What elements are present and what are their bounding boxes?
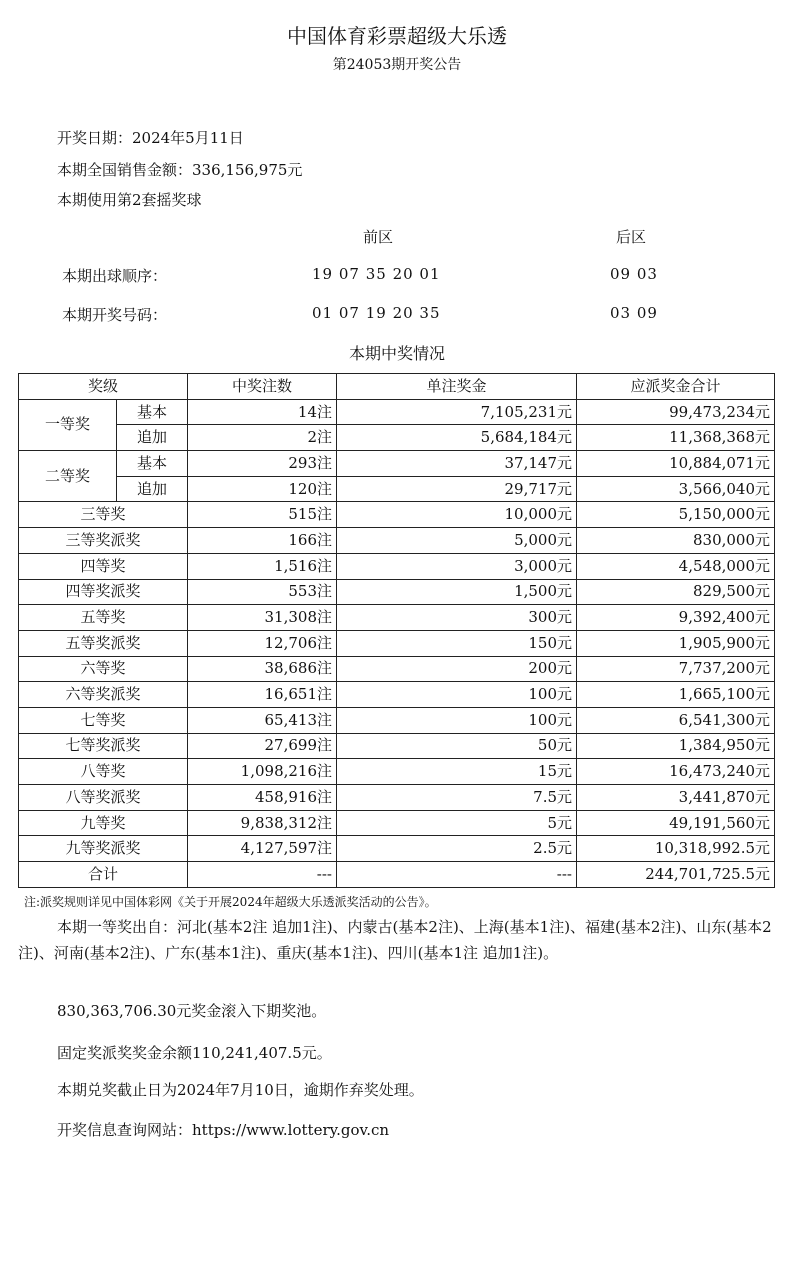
count-cell: 38,686注 (188, 656, 337, 682)
table-row (19, 836, 775, 862)
sales-amount: 本期全国销售金额：336,156,975元 (57, 161, 303, 179)
prize-cell: 7,105,231元 (337, 399, 577, 425)
table-row (19, 682, 775, 708)
prize-cell: 5,684,184元 (337, 425, 577, 451)
draw-issue-subtitle: 第24053期开奖公告 (332, 57, 462, 73)
level-cell: 六等奖派奖 (19, 682, 188, 708)
total-cell: 1,665,100元 (577, 682, 775, 708)
first-prize-label: 一等奖 (19, 399, 117, 450)
total-cell: 16,473,240元 (577, 759, 775, 785)
count-cell: 458,916注 (188, 785, 337, 811)
header-level: 奖级 (19, 374, 188, 400)
count-cell: 4,127,597注 (188, 836, 337, 862)
total-cell: 3,441,870元 (577, 785, 775, 811)
table-row (19, 656, 775, 682)
level-cell: 九等奖 (19, 810, 188, 836)
count-cell: 2注 (188, 425, 337, 451)
count-cell: --- (188, 862, 337, 888)
total-cell: 7,737,200元 (577, 656, 775, 682)
table-row (19, 785, 775, 811)
count-cell: 293注 (188, 451, 337, 477)
total-cell: 10,884,071元 (577, 451, 775, 477)
table-row (19, 733, 775, 759)
count-cell: 515注 (188, 502, 337, 528)
prize-cell: 100元 (337, 682, 577, 708)
sub-label: 基本 (117, 451, 188, 477)
rollover-text: 830,363,706.30元奖金滚入下期奖池。 (57, 1002, 327, 1020)
page-title: 中国体育彩票超级大乐透 (287, 24, 507, 48)
prize-table (18, 373, 775, 888)
count-cell: 120注 (188, 476, 337, 502)
total-cell: 11,368,368元 (577, 425, 775, 451)
sub-label: 基本 (117, 399, 188, 425)
level-cell: 四等奖派奖 (19, 579, 188, 605)
level-cell: 四等奖 (19, 553, 188, 579)
deadline-text: 本期兑奖截止日为2024年7月10日，逾期作弃奖处理。 (57, 1081, 424, 1099)
table-row (19, 553, 775, 579)
order-front-numbers: 19 07 35 20 01 (312, 265, 441, 283)
count-cell: 14注 (188, 399, 337, 425)
table-header-row (19, 374, 775, 400)
table-row (19, 605, 775, 631)
draw-date: 开奖日期：2024年5月11日 (57, 129, 244, 147)
count-cell: 1,098,216注 (188, 759, 337, 785)
prize-cell: 300元 (337, 605, 577, 631)
total-cell: 5,150,000元 (577, 502, 775, 528)
total-cell: 1,384,950元 (577, 733, 775, 759)
section-title: 本期中奖情况 (348, 344, 445, 363)
count-cell: 1,516注 (188, 553, 337, 579)
prize-cell: 29,717元 (337, 476, 577, 502)
order-label: 本期出球顺序： (62, 267, 168, 285)
prize-cell: 15元 (337, 759, 577, 785)
table-row (19, 425, 775, 451)
prize-cell: 7.5元 (337, 785, 577, 811)
total-cell: 244,701,725.5元 (577, 862, 775, 888)
total-cell: 6,541,300元 (577, 707, 775, 733)
total-cell: 99,473,234元 (577, 399, 775, 425)
prize-cell: 37,147元 (337, 451, 577, 477)
footnote: 注:派奖规则详见中国体彩网《关于开展2024年超级大乐透派奖活动的公告》。 (24, 895, 437, 909)
level-cell: 八等奖派奖 (19, 785, 188, 811)
count-cell: 16,651注 (188, 682, 337, 708)
level-cell: 六等奖 (19, 656, 188, 682)
prize-rows (19, 502, 775, 887)
table-row (19, 476, 775, 502)
level-cell: 三等奖派奖 (19, 528, 188, 554)
sub-label: 追加 (117, 476, 188, 502)
prize-cell: 150元 (337, 630, 577, 656)
table-row (19, 759, 775, 785)
second-prize-label: 二等奖 (19, 451, 117, 502)
level-cell: 七等奖派奖 (19, 733, 188, 759)
prize-cell: 10,000元 (337, 502, 577, 528)
prize-cell: 2.5元 (337, 836, 577, 862)
total-cell: 829,500元 (577, 579, 775, 605)
level-cell: 九等奖派奖 (19, 836, 188, 862)
table-row (19, 630, 775, 656)
total-cell: 3,566,040元 (577, 476, 775, 502)
count-cell: 31,308注 (188, 605, 337, 631)
prize-cell: 200元 (337, 656, 577, 682)
table-row (19, 707, 775, 733)
table-row (19, 502, 775, 528)
table-row (19, 399, 775, 425)
fixed-remaining-text: 固定奖派奖奖金余额110,241,407.5元。 (57, 1044, 332, 1062)
result-label: 本期开奖号码： (62, 306, 168, 324)
total-cell: 830,000元 (577, 528, 775, 554)
ball-set-info: 本期使用第2套摇奖球 (57, 191, 202, 209)
count-cell: 12,706注 (188, 630, 337, 656)
total-cell: 49,191,560元 (577, 810, 775, 836)
prize-cell: 5元 (337, 810, 577, 836)
level-cell: 八等奖 (19, 759, 188, 785)
level-cell: 合计 (19, 862, 188, 888)
count-cell: 65,413注 (188, 707, 337, 733)
front-zone-label: 前区 (363, 228, 394, 246)
total-cell: 1,905,900元 (577, 630, 775, 656)
first-prize-origin: 本期一等奖出自：河北(基本2注 追加1注)、内蒙古(基本2注)、上海(基本1注)、福建(基本2注)、山东(基本2注)、河南(基本2注)、广东(基本1注)、重庆(基本1注)、四川(基本1注 追加1注)。 (18, 918, 772, 962)
prize-cell: 50元 (337, 733, 577, 759)
prize-cell: 100元 (337, 707, 577, 733)
table-row (19, 451, 775, 477)
total-cell: 4,548,000元 (577, 553, 775, 579)
header-prize: 单注奖金 (337, 374, 577, 400)
table-row (19, 862, 775, 888)
prize-cell: 3,000元 (337, 553, 577, 579)
level-cell: 五等奖派奖 (19, 630, 188, 656)
count-cell: 27,699注 (188, 733, 337, 759)
table-row (19, 579, 775, 605)
back-zone-label: 后区 (616, 228, 647, 246)
total-cell: 10,318,992.5元 (577, 836, 775, 862)
level-cell: 七等奖 (19, 707, 188, 733)
order-back-numbers: 09 03 (610, 265, 658, 283)
level-cell: 三等奖 (19, 502, 188, 528)
count-cell: 553注 (188, 579, 337, 605)
count-cell: 9,838,312注 (188, 810, 337, 836)
result-back-numbers: 03 09 (610, 304, 658, 322)
count-cell: 166注 (188, 528, 337, 554)
prize-cell: --- (337, 862, 577, 888)
prize-cell: 5,000元 (337, 528, 577, 554)
header-count: 中奖注数 (188, 374, 337, 400)
header-total: 应派奖金合计 (577, 374, 775, 400)
prize-cell: 1,500元 (337, 579, 577, 605)
total-cell: 9,392,400元 (577, 605, 775, 631)
result-front-numbers: 01 07 19 20 35 (312, 304, 441, 322)
sub-label: 追加 (117, 425, 188, 451)
table-row (19, 528, 775, 554)
level-cell: 五等奖 (19, 605, 188, 631)
table-row (19, 810, 775, 836)
website-text: 开奖信息查询网站：https://www.lottery.gov.cn (57, 1121, 390, 1139)
